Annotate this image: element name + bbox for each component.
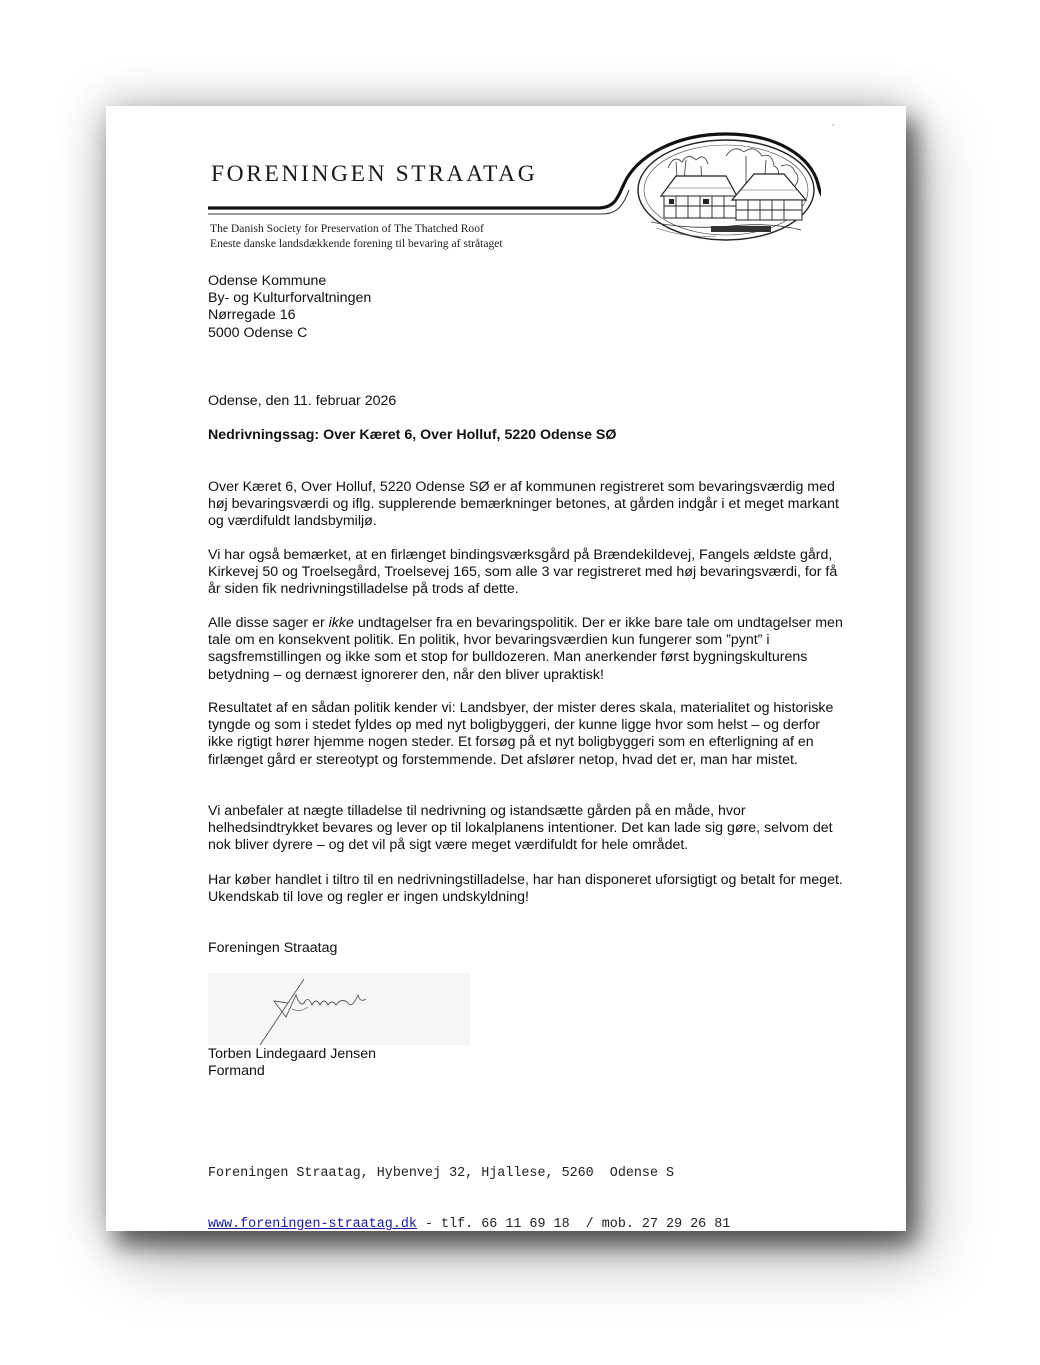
recipient-line: By- og Kulturforvaltningen bbox=[208, 290, 372, 307]
body-paragraph-5: Vi anbefaler at nægte tilladelse til nedrivning og istandsætte gården på en måde, hvor helhedsindtrykket bevares og lever op til lokalplanens intentioner. Det kan lade sig gøre, selvom det nok bliver dyrere – og det vil på sigt være meget værdifuldt for hele området. bbox=[208, 803, 833, 854]
letter-page bbox=[106, 106, 906, 1231]
closing-org: Foreningen Straatag bbox=[208, 940, 338, 956]
thatched-farmhouse-icon bbox=[638, 140, 814, 240]
body-paragraph-4: Resultatet af en sådan politik kender vi: Landsbyer, der mister deres skala, materialitet og historiske tyngde og som i stedet fyldes op med nyt boligbyggeri, der kunne ligge hvor som helst – og derfor ikke rigtigt hører hjemme nogen steder. Et forsøg på et nyt boligbyggeri som en efterligning af en firlænget gård er stereotypt og forstemmende. Det afslører netop, hvad det er, man har mistet. bbox=[208, 700, 834, 768]
footer bbox=[208, 1131, 730, 1267]
website-link[interactable]: www.foreningen-straatag.dk bbox=[208, 1217, 417, 1232]
letter-date: Odense, den 11. februar 2026 bbox=[208, 393, 397, 409]
signer-title: Formand bbox=[208, 1063, 265, 1080]
letter-subject: Nedrivningssag: Over Kæret 6, Over Holluf, 5220 Odense SØ bbox=[208, 427, 617, 443]
letterhead-org-name: FORENINGEN STRAATAG bbox=[211, 161, 538, 187]
body-paragraph-3-rest: undtagelser fra en bevaringspolitik. Der er ikke bare tale om undtagelser men tale om en konsekvent politik. En politik, hvor bevaringsværdien kun fungerer som ”pynt” i sagsfremstillingen og ikke som et stop for bulldozeren. Man anerkender først bygningskulturens betydning – og dernæst ignorerer den, når den bliver upraktisk! bbox=[208, 615, 843, 683]
recipient-line: Nørregade 16 bbox=[208, 307, 296, 324]
footer-address: Foreningen Straatag, Hybenvej 32, Hjallese, 5260 Odense S bbox=[208, 1166, 675, 1181]
signature-image bbox=[208, 973, 470, 1045]
body-paragraph-1: Over Kæret 6, Over Holluf, 5220 Odense SØ er af kommunen registreret som bevaringsværdig med høj bevaringsværdi og iflg. supplerende bemærkninger betones, at gården indgår i et meget markant og værdifuldt landsbymiljø. bbox=[208, 479, 839, 530]
letterhead-tagline-da: Eneste danske landsdækkende forening til bevaring af stråtaget bbox=[210, 237, 503, 250]
body-paragraph-6: Har køber handlet i tiltro til en nedrivningstilladelse, har han disponeret uforsigtigt og betalt for meget. Ukendskab til love og regler er ingen undskyldning! bbox=[208, 872, 843, 906]
footer-contact-line bbox=[208, 1216, 730, 1233]
handwritten-signature-icon bbox=[208, 973, 470, 1045]
body-paragraph-3-start: Alle disse sager er bbox=[208, 615, 329, 631]
body-paragraph-3 bbox=[208, 615, 848, 684]
signer bbox=[208, 1046, 848, 1080]
body-paragraph-3-emphasis: ikke bbox=[328, 615, 354, 631]
footer-phone-numbers: - tlf. 66 11 69 18 / mob. 27 29 26 81 bbox=[416, 1217, 731, 1232]
recipient-address bbox=[208, 273, 848, 342]
body-paragraph-2: Vi har også bemærket, at en firlænget bindingsværksgård på Brændekildevej, Fangels ældste gård, Kirkevej 50 og Troelsegård, Troelsevej 165, som alle 3 var registreret med høj bevaringsværdi, for få år siden fik nedrivningstilladelse på trods af dette. bbox=[208, 547, 838, 598]
letterhead-tagline-en: The Danish Society for Preservation of The Thatched Roof bbox=[210, 222, 484, 235]
recipient-line: Odense Kommune bbox=[208, 273, 327, 289]
scan-speck bbox=[832, 124, 834, 126]
signer-name: Torben Lindegaard Jensen bbox=[208, 1046, 377, 1062]
recipient-line: 5000 Odense C bbox=[208, 324, 308, 341]
